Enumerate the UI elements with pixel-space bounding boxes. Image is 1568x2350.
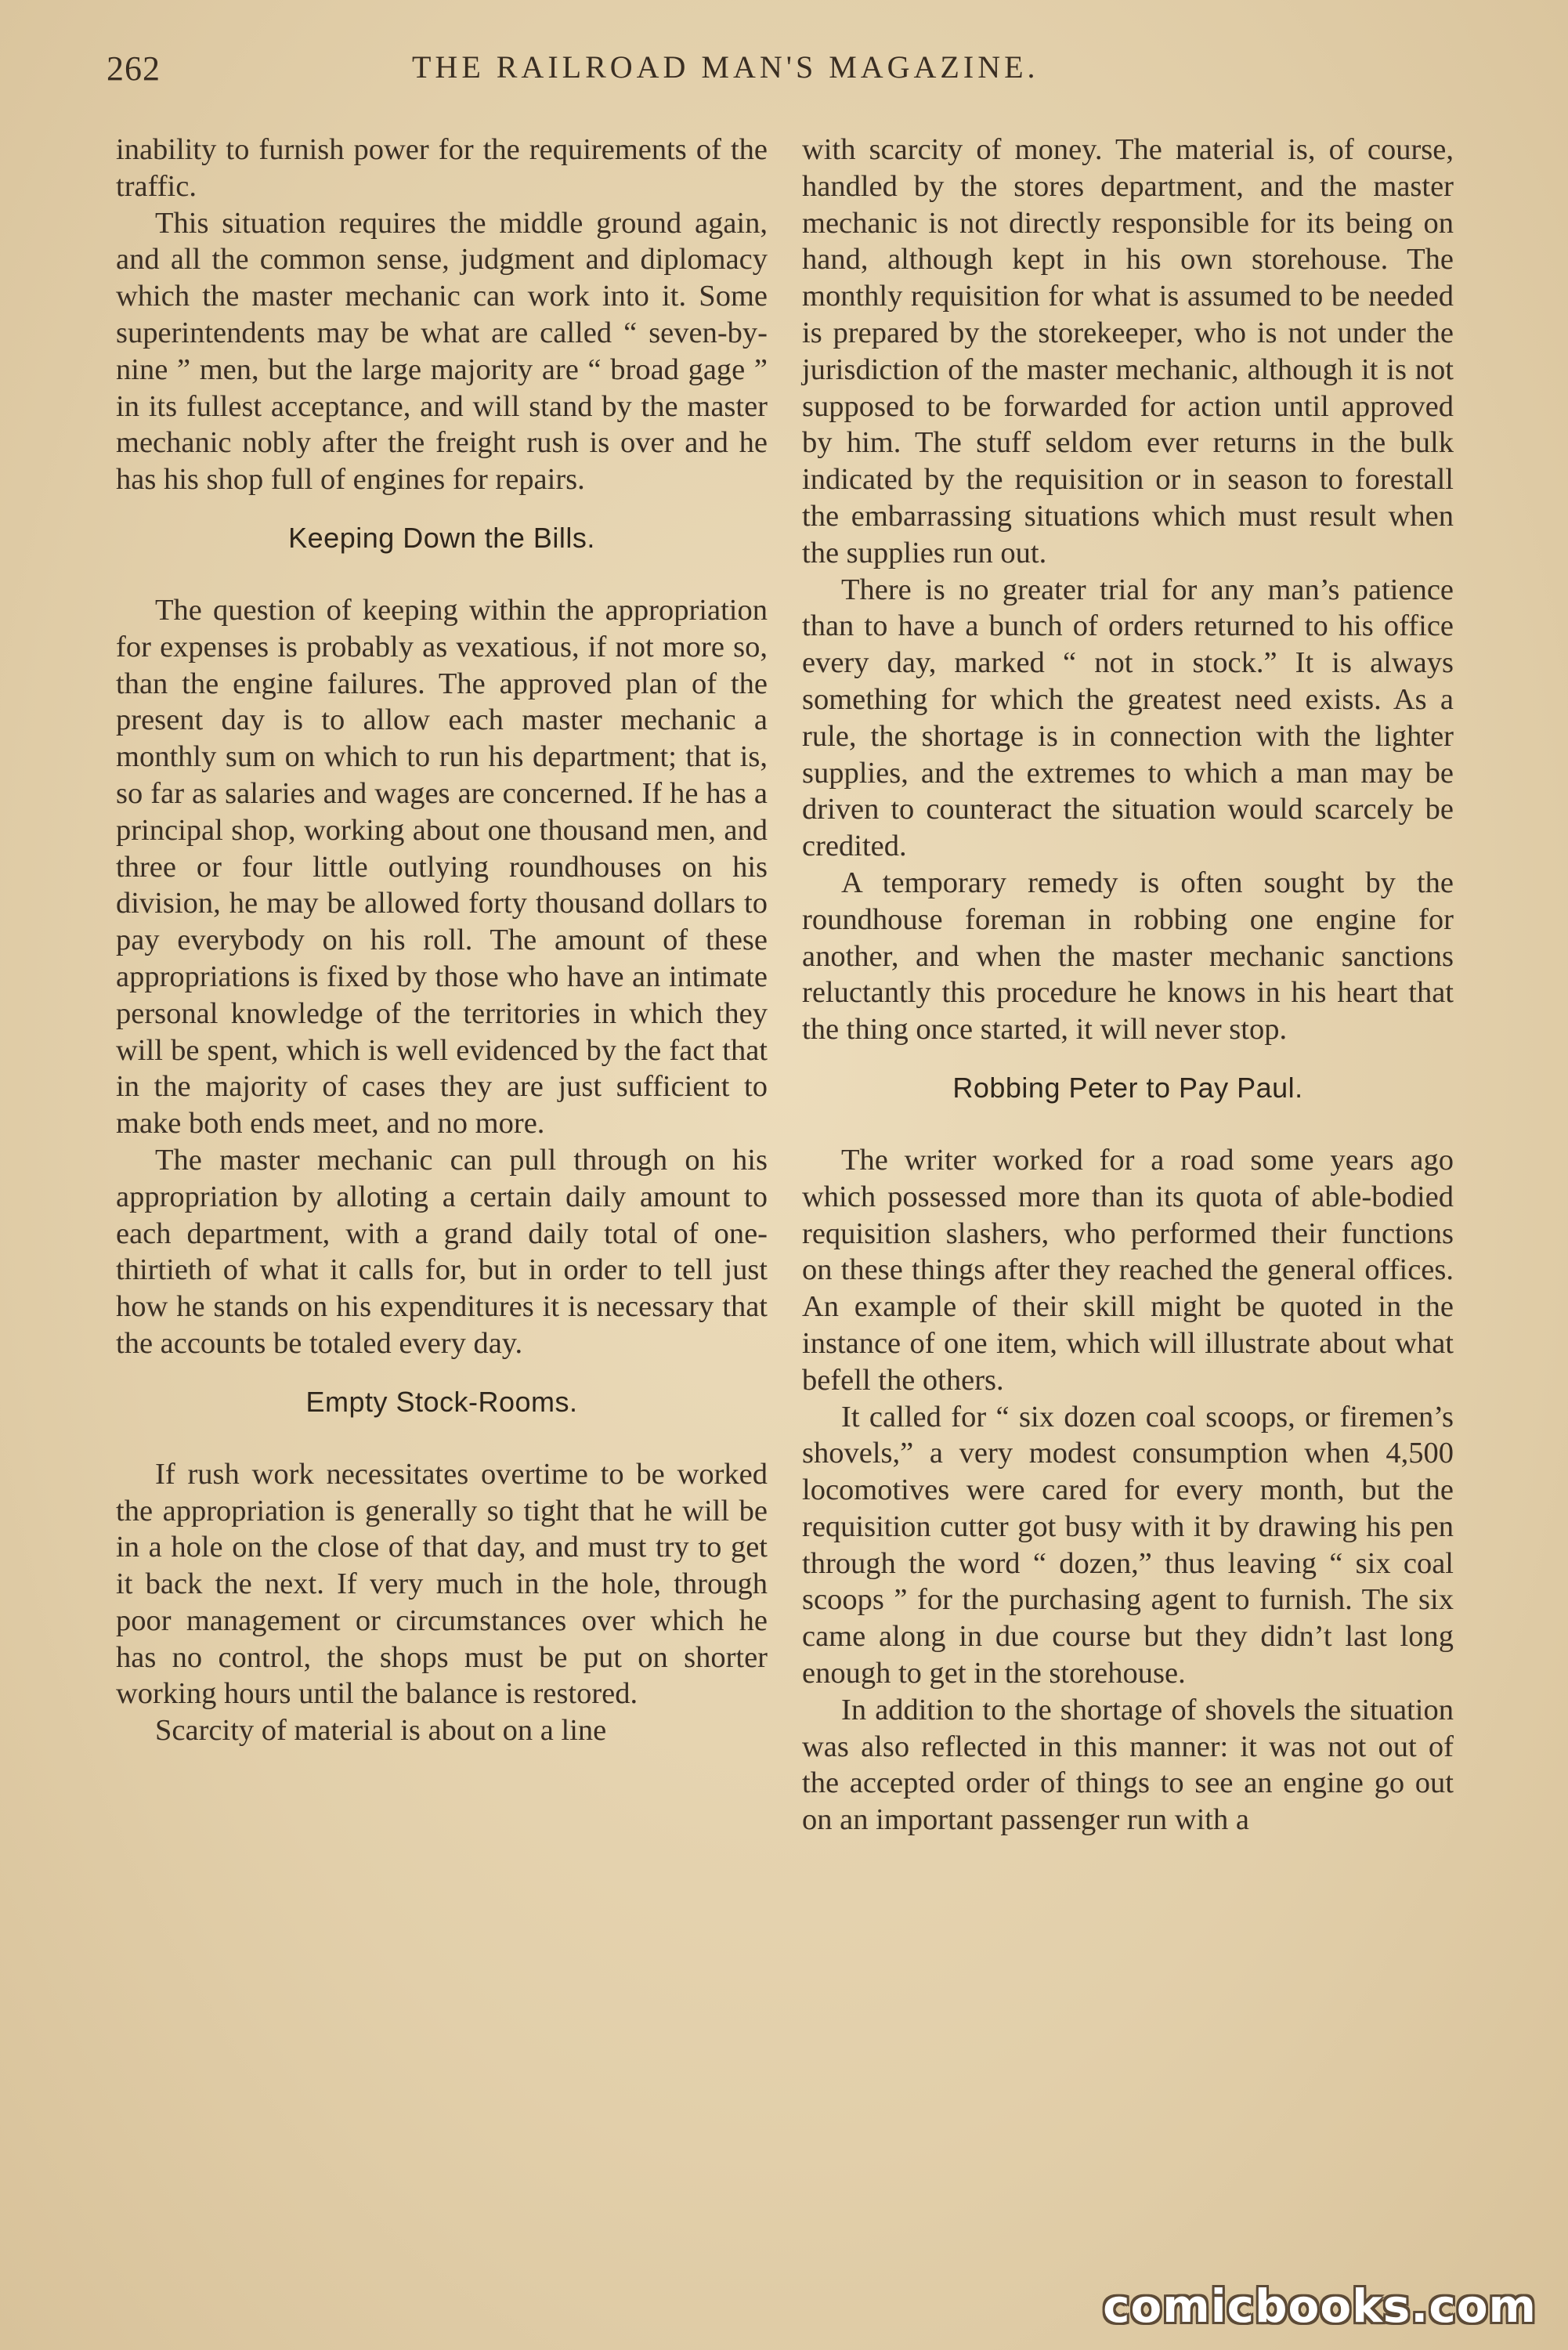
paragraph: inability to furnish power for the requirements of the traffic. (116, 133, 768, 203)
paragraph: Scarcity of material is about on a line (155, 1714, 607, 1748)
left-column (116, 132, 768, 1749)
right-column (802, 132, 1454, 1838)
paragraph: with scarcity of money. The material is, of course, handled by the stores department, and the master mechanic is not directly responsible for its being on hand, although kept in his own storehouse. The monthly requisition for what is assumed to be needed is prepared by the storekeeper, who is not under the jurisdiction of the master mechanic, although it is not supposed to be forwarded for action until approved by him. The stuff seldom ever returns in the bulk indicated by the requisition or in season to forestall the embarrassing situations which must result when the supplies run out. (802, 133, 1454, 569)
paragraph: The writer worked for a road some years ago which possessed more than its quota of able-bodied requisition slashers, who performed their functions on these things after they reached the general offices. An example of their skill might be quoted in the instance of one item, which will illustrate about what befell the others. (802, 1143, 1454, 1397)
section-heading: Robbing Peter to Pay Paul. (952, 1071, 1303, 1104)
paragraph: A temporary remedy is often sought by the roundhouse foreman in robbing one engine for another, and when the master mechanic sanctions reluctantly this procedure he knows in his heart that the thing once started, it will never stop. (802, 866, 1454, 1047)
watermark-logo: comicbooks.com (1103, 2280, 1537, 2333)
paragraph: The master mechanic can pull through on his appropriation by alloting a certain daily amount to each department, with a grand daily total of one-thirtieth of what it calls for, but in order to tell just how he stands on his expenditures it is necessary that the accounts be totaled every day. (116, 1143, 768, 1360)
running-head: THE RAILROAD MAN'S MAGAZINE. (412, 49, 1039, 85)
section-heading: Empty Stock-Rooms. (305, 1385, 578, 1418)
paragraph: If rush work necessitates overtime to be worked the appropriation is generally so tight that he will be in a hole on the close of that day, and must try to get it back the next. If very much in the hole, through poor management or circumstances over which he has no control, the shops must be put on shorter working hours until the balance is restored. (116, 1457, 768, 1711)
section-heading: Keeping Down the Bills. (288, 521, 595, 554)
paragraph: There is no greater trial for any man’s patience than to have a bunch of orders returned to his office every day, marked “ not in stock.” It is always something for which the greatest need exists. As a rule, the shortage is in connection with the lighter supplies, and the extremes to which a man may be driven to counteract the situation would scarcely be credited. (802, 573, 1454, 863)
page-header (107, 49, 1454, 111)
paragraph: The question of keeping within the appropriation for expenses is probably as vexatious, if not more so, than the engine failures. The approved plan of the present day is to allow each master mechanic a monthly sum on which to run his department; that is, so far as salaries and wages are concerned. If he has a principal shop, working about one thousand men, and three or four little outlying roundhouses on his division, he may be allowed forty thousand dollars to pay everybody on his roll. The amount of these appropriations is fixed by those who have an intimate personal knowledge of the territories in which they will be spent, which is well evidenced by the fact that in the majority of cases they are just sufficient to make both ends meet, and no more. (116, 593, 768, 1141)
page-number: 262 (107, 49, 161, 88)
paragraph: In addition to the shortage of shovels the situation was also reflected in this manner: it was not out of the accepted order of things to see an engine go out on an important passenger run with a (802, 1693, 1454, 1837)
paragraph: This situation requires the middle ground again, and all the common sense, judgment and diplomacy which the master mechanic can work into it. Some superintendents may be what are called “ seven-by-nine ” men, but the large majority are “ broad gage ” in its fullest acceptance, and will stand by the master mechanic nobly after the freight rush is over and he has his shop full of engines for repairs. (116, 206, 768, 497)
paragraph: It called for “ six dozen coal scoops, or firemen’s shovels,” a very modest consumption when 4,500 locomotives were cared for every month, but the requisition cutter got busy with it by drawing his pen through the word “ dozen,” thus leaving “ six coal scoops ” for the purchasing agent to furnish. The six came along in due course but they didn’t last long enough to get in the storehouse. (802, 1400, 1454, 1690)
